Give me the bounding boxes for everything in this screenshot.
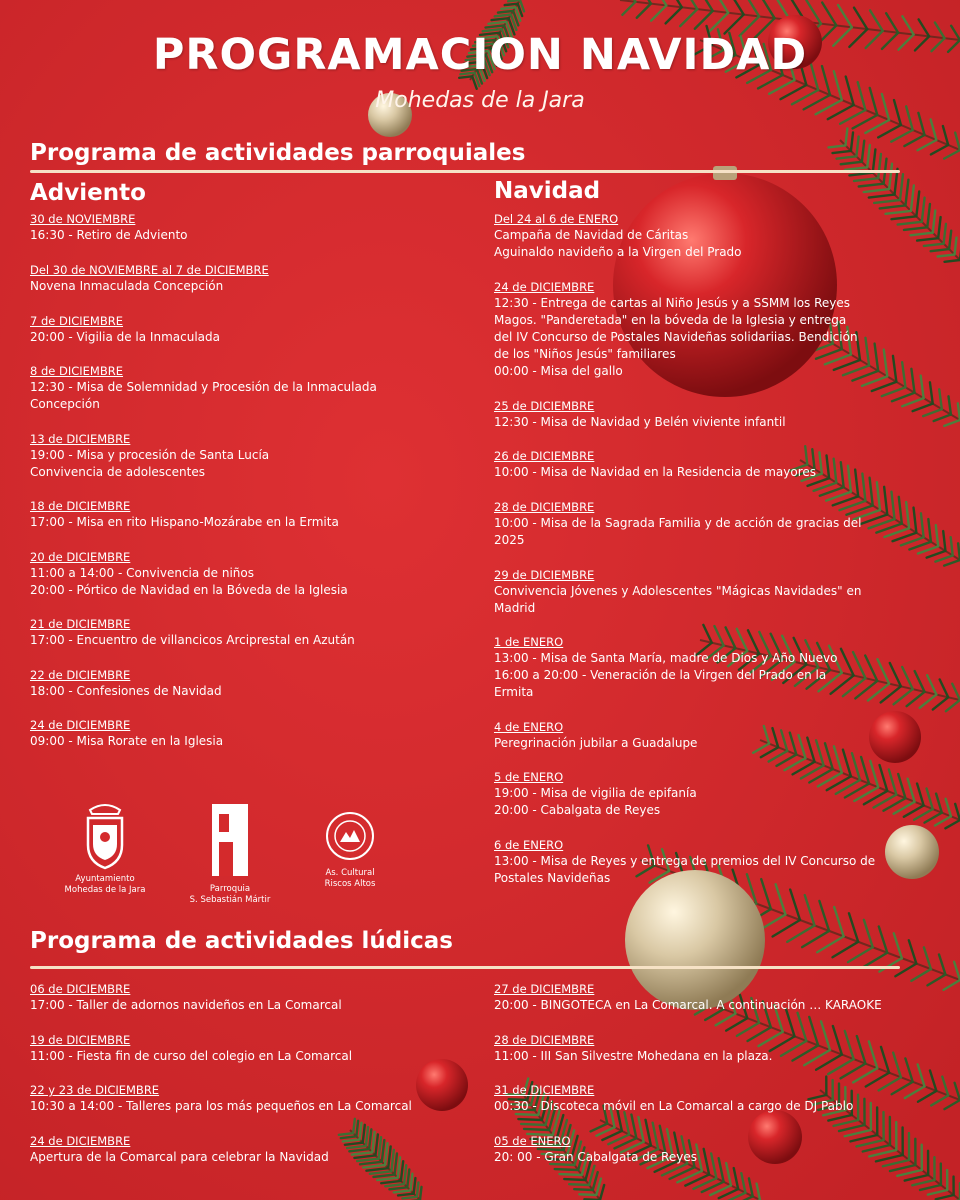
entry-line: Madrid (494, 601, 536, 615)
schedule-entry (30, 363, 470, 413)
schedule-entry (30, 1082, 480, 1115)
entry-line: 13:00 - Misa de Santa María, madre de Dios y Año Nuevo (494, 651, 838, 665)
coat-of-arms-icon (80, 800, 130, 870)
entry-date: 19 de DICIEMBRE (30, 1033, 131, 1047)
logo-caption-line: Ayuntamiento (75, 874, 135, 884)
entry-line: de los "Niños Jesús" familiares (494, 347, 676, 361)
navidad-schedule (494, 211, 944, 911)
entry-line: 20:00 - Vigilia de la Inmaculada (30, 330, 220, 344)
entry-line: Campaña de Navidad de Cáritas (494, 228, 689, 242)
entry-line: Ermita (494, 685, 534, 699)
entry-date: 22 y 23 de DICIEMBRE (30, 1083, 160, 1097)
schedule-entry (494, 634, 944, 701)
entry-date: 26 de DICIEMBRE (494, 449, 595, 463)
ludicas-schedule-right (494, 981, 949, 1181)
schedule-entry (30, 262, 470, 295)
entry-line: 13:00 - Misa de Reyes y entrega de premios del IV Concurso de (494, 854, 876, 868)
entry-line: Peregrinación jubilar a Guadalupe (494, 736, 698, 750)
entry-line: 18:00 - Confesiones de Navidad (30, 684, 222, 698)
entry-date: 4 de ENERO (494, 720, 564, 734)
entry-line: 12:30 - Misa de Navidad y Belén viviente infantil (494, 415, 786, 429)
entry-line: Aguinaldo navideño a la Virgen del Prado (494, 245, 742, 259)
logo-ayuntamiento (50, 800, 160, 896)
entry-line: Magos. "Panderetada" en la bóveda de la Iglesia y entrega (494, 313, 847, 327)
entry-line: Concepción (30, 397, 100, 411)
schedule-entry (494, 211, 944, 261)
schedule-entry (494, 567, 944, 617)
entry-line: 11:00 - III San Silvestre Mohedana en la plaza. (494, 1049, 773, 1063)
entry-line: 16:00 a 20:00 - Veneración de la Virgen del Prado en la (494, 668, 827, 682)
schedule-entry (30, 667, 470, 700)
entry-line: Novena Inmaculada Concepción (30, 279, 224, 293)
section-title-parroquiales: Programa de actividades parroquiales (30, 140, 526, 166)
schedule-entry (494, 279, 944, 380)
entry-line: 17:00 - Taller de adornos navideños en La Comarcal (30, 998, 342, 1012)
schedule-entry (30, 616, 470, 649)
section-title-ludicas: Programa de actividades lúdicas (30, 928, 453, 954)
entry-line: 16:30 - Retiro de Adviento (30, 228, 188, 242)
entry-date: 05 de ENERO (494, 1134, 571, 1148)
entry-date: 21 de DICIEMBRE (30, 617, 131, 631)
entry-line: 19:00 - Misa de vigilia de epifanía (494, 786, 697, 800)
entry-line: del IV Concurso de Postales Navideñas solidariias. Bendición (494, 330, 858, 344)
logo-parroquia (180, 800, 280, 906)
schedule-entry (30, 313, 470, 346)
schedule-entry (30, 981, 480, 1014)
page-title: PROGRAMACION NAVIDAD (152, 30, 808, 80)
schedule-entry (494, 1133, 949, 1166)
schedule-entry (30, 211, 470, 244)
ludicas-schedule-left (30, 981, 480, 1181)
entry-line: 20:00 - Cabalgata de Reyes (494, 803, 661, 817)
entry-line: 11:00 - Fiesta fin de curso del colegio en La Comarcal (30, 1049, 353, 1063)
entry-date: 24 de DICIEMBRE (30, 1134, 131, 1148)
entry-line: Convivencia Jóvenes y Adolescentes "Mágicas Navidades" en (494, 584, 862, 598)
entry-date: 31 de DICIEMBRE (494, 1083, 595, 1097)
schedule-entry (494, 981, 949, 1014)
entry-line: 09:00 - Misa Rorate en la Iglesia (30, 734, 224, 748)
entry-line: Convivencia de adolescentes (30, 465, 205, 479)
schedule-entry (494, 769, 944, 819)
entry-line: 10:30 a 14:00 - Talleres para los más pequeños en La Comarcal (30, 1099, 412, 1113)
entry-line: Postales Navideñas (494, 871, 611, 885)
entry-date: Del 24 al 6 de ENERO (494, 212, 619, 226)
logo-caption-line: As. Cultural (325, 868, 375, 878)
schedule-entry (30, 717, 470, 750)
entry-line: 00:30 - Discoteca móvil en La Comarcal a cargo de DJ Pablo (494, 1099, 854, 1113)
entry-date: 20 de DICIEMBRE (30, 550, 131, 564)
logo-asociacion (305, 808, 395, 890)
entry-date: 28 de DICIEMBRE (494, 1033, 595, 1047)
entry-line: 10:00 - Misa de Navidad en la Residencia de mayores (494, 465, 817, 479)
schedule-entry (494, 837, 944, 887)
schedule-entry (30, 431, 470, 481)
column-title-navidad: Navidad (494, 178, 601, 204)
schedule-entry (30, 1133, 480, 1166)
schedule-entry (30, 498, 470, 531)
logo-caption-line: S. Sebastián Mártir (189, 895, 271, 905)
entry-date: 8 de DICIEMBRE (30, 364, 124, 378)
entry-line: 20: 00 - Gran Cabalgata de Reyes (494, 1150, 697, 1164)
entry-date: 24 de DICIEMBRE (494, 280, 595, 294)
entry-line: 00:00 - Misa del gallo (494, 364, 623, 378)
logo-caption-line: Riscos Altos (324, 879, 376, 889)
schedule-entry (494, 448, 944, 481)
entry-line: 19:00 - Misa y procesión de Santa Lucía (30, 448, 270, 462)
entry-line: 2025 (494, 533, 525, 547)
schedule-entry (494, 719, 944, 752)
entry-date: 18 de DICIEMBRE (30, 499, 131, 513)
entry-date: 13 de DICIEMBRE (30, 432, 131, 446)
entry-date: 30 de NOVIEMBRE (30, 212, 136, 226)
entry-date: 1 de ENERO (494, 635, 564, 649)
entry-line: Apertura de la Comarcal para celebrar la Navidad (30, 1150, 329, 1164)
entry-date: Del 30 de NOVIEMBRE al 7 de DICIEMBRE (30, 263, 269, 277)
entry-line: 17:00 - Misa en rito Hispano-Mozárabe en la Ermita (30, 515, 339, 529)
page-subtitle: Mohedas de la Jara (375, 88, 585, 113)
logo-caption-line: Parroquia (209, 884, 251, 894)
schedule-entry (494, 499, 944, 549)
schedule-entry (494, 1032, 949, 1065)
entry-line: 20:00 - BINGOTECA en La Comarcal. A continuación … KARAOKE (494, 998, 882, 1012)
entry-date: 6 de ENERO (494, 838, 564, 852)
logo-caption-line: Mohedas de la Jara (64, 885, 146, 895)
schedule-entry (30, 1032, 480, 1065)
entry-line: 10:00 - Misa de la Sagrada Familia y de acción de gracias del (494, 516, 862, 530)
section-divider-parroquiales (30, 170, 900, 173)
schedule-entry (30, 549, 470, 599)
entry-date: 5 de ENERO (494, 770, 564, 784)
entry-line: 17:00 - Encuentro de villancicos Arciprestal en Azután (30, 633, 355, 647)
seal-icon (324, 808, 376, 864)
entry-line: 11:00 a 14:00 - Convivencia de niños (30, 566, 255, 580)
entry-date: 22 de DICIEMBRE (30, 668, 131, 682)
entry-date: 7 de DICIEMBRE (30, 314, 124, 328)
entry-date: 06 de DICIEMBRE (30, 982, 131, 996)
entry-line: 12:30 - Misa de Solemnidad y Procesión de la Inmaculada (30, 380, 377, 394)
entry-date: 29 de DICIEMBRE (494, 568, 595, 582)
section-divider-ludicas (30, 966, 900, 969)
schedule-entry (494, 398, 944, 431)
entry-line: 20:00 - Pórtico de Navidad en la Bóveda de la Iglesia (30, 583, 348, 597)
entry-date: 24 de DICIEMBRE (30, 718, 131, 732)
column-title-adviento: Adviento (30, 180, 146, 206)
entry-date: 25 de DICIEMBRE (494, 399, 595, 413)
adviento-schedule (30, 211, 470, 771)
schedule-entry (494, 1082, 949, 1115)
church-icon (207, 800, 253, 880)
entry-line: 12:30 - Entrega de cartas al Niño Jesús y a SSMM los Reyes (494, 296, 851, 310)
entry-date: 27 de DICIEMBRE (494, 982, 595, 996)
entry-date: 28 de DICIEMBRE (494, 500, 595, 514)
